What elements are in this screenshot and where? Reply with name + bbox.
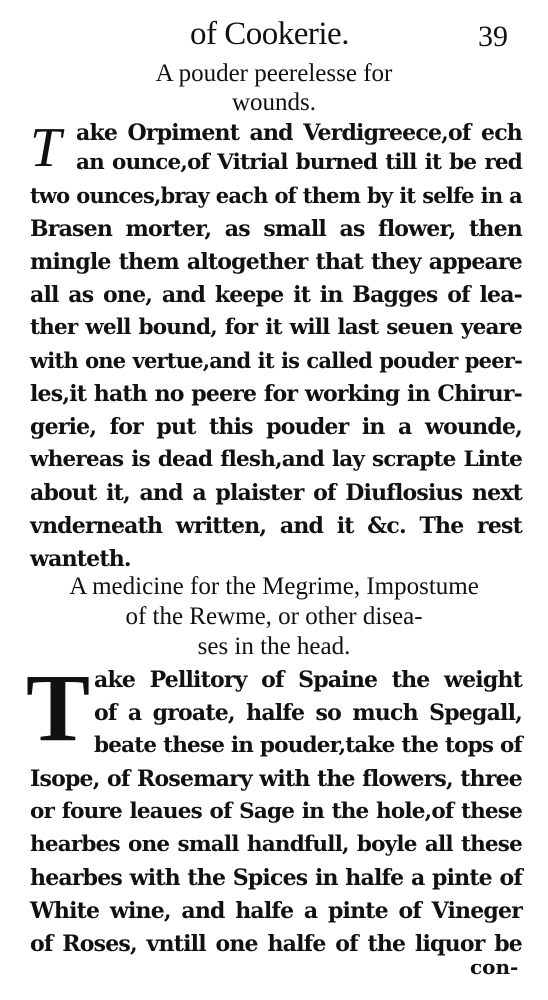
recipe-heading-line: A pouder peerelesse for	[155, 60, 393, 87]
body-text-line: whereas is dead flesh,and lay scrapte Linte	[30, 447, 522, 472]
recipe-heading-line: of the Rewme, or other disea-	[125, 603, 423, 630]
body-text-line: vnderneath written, and it &c. The rest	[30, 513, 522, 539]
body-text-line: Brasen morter, as small as flower, then	[30, 216, 522, 242]
catchword: con-	[470, 955, 519, 979]
drop-cap-initial: T	[26, 654, 91, 761]
running-title: of Cookerie.	[190, 16, 349, 52]
body-text-line: about it, and a plaister of Diuflosius next	[30, 480, 522, 506]
recipe-heading-line: wounds.	[231, 89, 317, 116]
body-text-line: les,it hath no peere for working in Chirur-	[30, 381, 522, 407]
body-text-line: Isope, of Rosemary with the flowers, three	[30, 766, 522, 792]
body-text-line: of a groate, halfe so much Spegall,	[94, 700, 522, 726]
body-text-line: an ounce,of Vitrial burned till it be red	[76, 150, 522, 175]
drop-cap-initial: T	[30, 117, 62, 179]
body-text-line: ther well bound, for it will last seuen yeare	[30, 315, 522, 340]
body-text-line: gerie, for put this pouder in a wounde,	[30, 414, 522, 440]
body-text-line: two ounces,bray each of them by it selfe in a	[30, 183, 522, 208]
body-text-line: beate these in pouder,take the tops of	[94, 733, 522, 758]
body-text-line: ake Orpiment and Verdigreece,of ech	[76, 120, 522, 146]
body-text-line: ake Pellitory of Spaine the weight	[94, 667, 522, 693]
page-number: 39	[478, 20, 508, 53]
body-text-line: hearbes with the Spices in halfe a pinte of	[30, 865, 522, 891]
body-text-line: mingle them altogether that they appeare	[30, 249, 522, 275]
body-text-line: wanteth.	[30, 546, 131, 572]
recipe-heading-line: ses in the head.	[197, 633, 351, 660]
recipe-heading-line: A medicine for the Megrime, Impostume	[69, 573, 479, 600]
body-text-line: all as one, and keepe it in Bagges of lea-	[30, 282, 522, 308]
page-header	[0, 10, 548, 56]
body-text-line: with one vertue,and it is called pouder peer-	[30, 348, 522, 373]
body-text-line: or foure leaues of Sage in the hole,of these	[30, 799, 522, 824]
body-text-line: White wine, and halfe a pinte of Vineger	[30, 898, 522, 924]
body-text-line: of Roses, vntill one halfe of the liquor be	[30, 931, 522, 957]
body-text-line: hearbes one small handfull, boyle all these	[30, 832, 522, 857]
